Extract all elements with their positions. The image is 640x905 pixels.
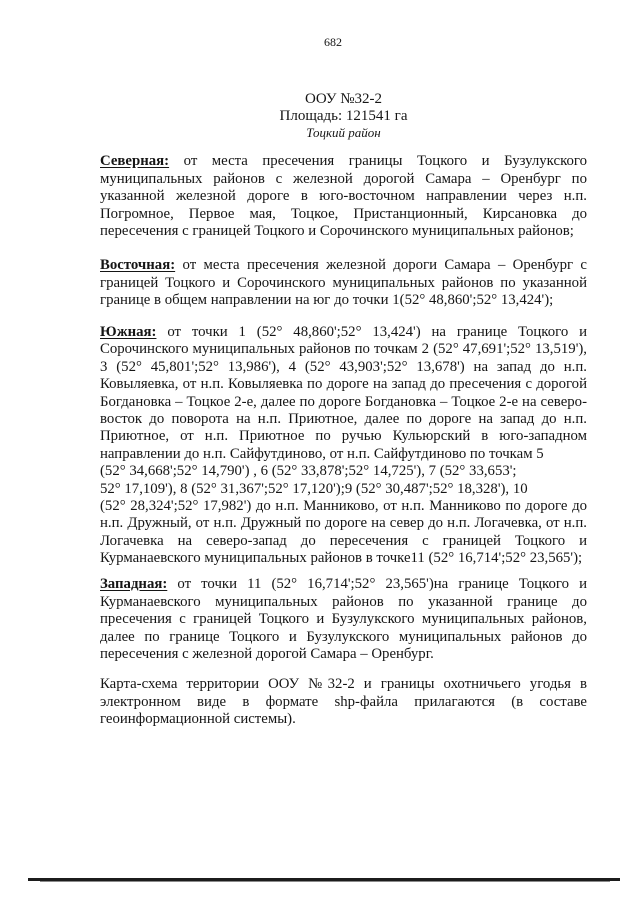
boundary-text-line: [100, 324, 587, 341]
boundary-text-line: восток до поворота на н.п. Приютное, далее по дороге на запад до н.п.: [100, 411, 587, 428]
section-north: [100, 153, 587, 241]
closing-paragraph: [100, 676, 587, 729]
boundary-text: от места пресечения железной дороги Самара – Оренбург с: [182, 257, 587, 273]
scan-edge-shadow: [40, 881, 610, 882]
boundary-text-line: указанной железной дороге в юго-восточном направлении через н.п.: [100, 188, 587, 204]
boundary-text-line: далее по границе Тоцкого и Бузулукского муниципальных районов до: [100, 628, 587, 645]
boundary-text: от точки 1 (52° 48,860';52° 13,424') на границе Тоцкого и: [167, 324, 588, 340]
section-heading-north: Северная:: [100, 153, 170, 169]
boundary-text-line: н.п. Дружный, от н.п. Дружный по дороге на север до н.п. Логачевка, от н.п.: [100, 515, 587, 532]
boundary-text-line: направлении до н.п. Сайфутдиново, от н.п. Сайфутдиново по точкам 5: [100, 445, 544, 462]
section-heading-south: Южная:: [100, 324, 157, 340]
boundary-text-line: границе в общем направлении на юг до точки 1(52° 48,860';52° 13,424');: [100, 292, 554, 308]
area-label: Площадь: 121541 га: [279, 108, 408, 124]
boundary-text-line: пересечения с железной дорогой Самара – Оренбург.: [100, 646, 434, 662]
boundary-text-line: Курманаевского муниципальных районов в точке11 (52° 16,714';52° 23,565');: [100, 550, 583, 567]
boundary-text-line: границей Тоцкого и Сорочинского муниципальных районов по указанной: [100, 274, 587, 291]
boundary-text-line: Сорочинского муниципальных районов по точкам 2 (52° 47,691';52° 13,519'),: [100, 341, 587, 358]
boundary-text: от места пресечения границы Тоцкого и Бузулукского: [183, 153, 588, 169]
section-heading-east: Восточная:: [100, 257, 176, 273]
closing-text-line: Карта-схема территории ООУ №32-2 и границы охотничьего угодья в: [100, 676, 587, 692]
boundary-text-line: Ковыляевка, от н.п. Ковыляевка по дороге на запад до пресечения с дорогой: [100, 376, 587, 393]
boundary-text-line: (52° 34,668';52° 14,790') , 6 (52° 33,878';52° 14,725'), 7 (52° 33,653';: [100, 463, 517, 480]
boundary-text-line: Приютное, от н.п. Приютное по ручью Кульюрский в юго-западном: [100, 428, 587, 445]
boundary-text-line: Погромное, Первое мая, Тоцкое, Пристанционный, Кирсановка до: [100, 205, 587, 222]
page-number: 682: [324, 35, 342, 49]
boundary-text-line: (52° 28,324';52° 17,982') до н.п. Манниково, от н.п. Манниково по дороге до: [100, 498, 587, 515]
document-header: [100, 91, 587, 141]
boundary-text-line: [100, 153, 587, 171]
section-west: [100, 576, 587, 664]
boundary-text-line: 3 (52° 45,801';52° 13,986'), 4 (52° 43,903';52° 13,678') на запад до н.п.: [100, 358, 587, 375]
boundary-text-line: пресечения с границей Тоцкого и Бузулукского муниципальных районов,: [100, 611, 587, 627]
section-heading-west: Западная:: [100, 576, 168, 592]
boundary-text-line: пересечения с границей Тоцкого и Сорочинского муниципальных районов;: [100, 223, 574, 239]
boundary-text-line: [100, 576, 587, 594]
district-label: Тоцкий район: [306, 125, 381, 140]
boundary-text-line: муниципальных районов с железной дорогой Самара – Оренбург по: [100, 170, 587, 187]
boundary-text-line: Логачевка на северо-запад до пересечения с границей Тоцкого и: [100, 532, 587, 549]
boundary-text-line: Курманаевского муниципальных районов по указанной границе до: [100, 593, 587, 610]
closing-text-line: геоинформационной системы).: [100, 711, 296, 727]
section-east: [100, 257, 587, 310]
closing-text-line: электронном виде в формате shp-файла прилагаются (в составе: [100, 693, 587, 710]
boundary-text: от точки 11 (52° 16,714';52° 23,565')на границе Тоцкого и: [177, 576, 587, 592]
boundary-text-line: 52° 17,109'), 8 (52° 31,367';52° 17,120');9 (52° 30,487';52° 18,328'), 10: [100, 480, 528, 497]
boundary-text-line: [100, 257, 587, 275]
document-title: ООУ №32-2: [305, 91, 382, 107]
boundary-text-line: Богдановка – Тоцкое 2-е, далее по дороге Богдановка – Тоцкое 2-е на северо-: [100, 393, 587, 410]
section-south: [100, 324, 587, 568]
